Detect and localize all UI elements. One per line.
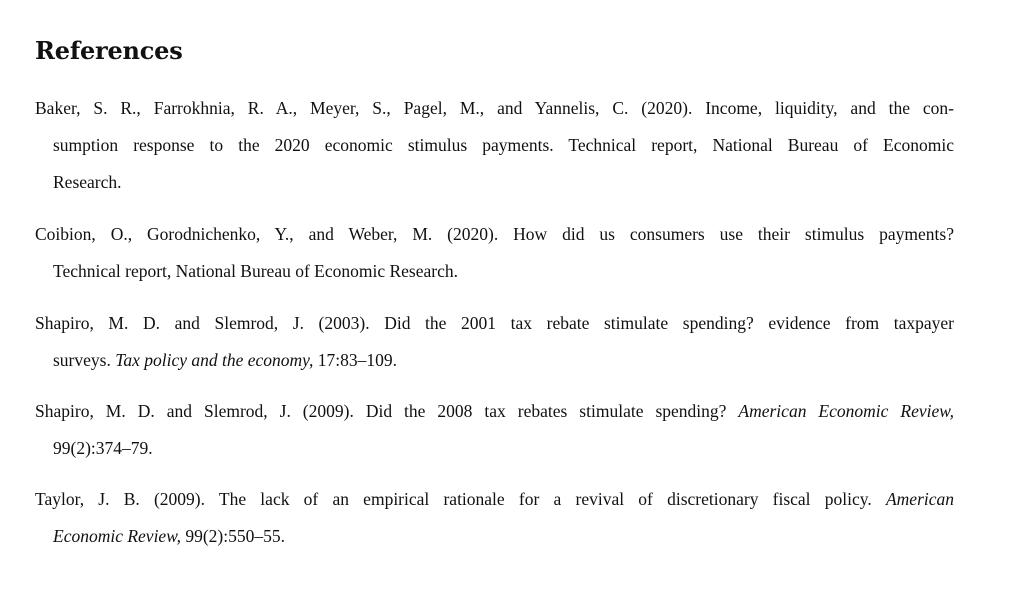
reference-line: Shapiro, M. D. and Slemrod, J. (2003). Did the 2001 tax rebate stimulate spending? evidence from taxpayer — [35, 313, 954, 333]
reference-line: Baker, S. R., Farrokhnia, R. A., Meyer, S., Pagel, M., and Yannelis, C. (2020). Income, liquidity, and the con- — [35, 98, 954, 118]
reference-line — [35, 348, 954, 385]
references-heading: References — [35, 36, 183, 65]
reference-entry-taylor-2009 — [35, 487, 954, 561]
reference-line: sumption response to the 2020 economic stimulus payments. Technical report, National Bureau of Economic — [53, 135, 954, 155]
reference-text: 99(2):550–55. — [185, 526, 285, 546]
reference-line: Coibion, O., Gorodnichenko, Y., and Weber, M. (2020). How did us consumers use their stimulus payments? — [35, 224, 954, 244]
reference-text: 17:83–109. — [317, 350, 397, 370]
reference-line — [35, 399, 954, 436]
reference-text: surveys. — [53, 350, 111, 370]
reference-text: Taylor, J. B. (2009). The lack of an empirical rationale for a revival of discretionary fiscal policy. — [35, 489, 872, 509]
reference-line: Technical report, National Bureau of Economic Research. — [53, 261, 458, 281]
journal-title: Economic Review, — [53, 526, 181, 546]
journal-title: American Economic Review, — [738, 401, 954, 421]
reference-line — [35, 487, 954, 524]
reference-entry-baker-2020 — [35, 96, 954, 207]
reference-line — [35, 524, 954, 561]
journal-title: Tax policy and the economy, — [115, 350, 314, 370]
reference-entry-shapiro-2009 — [35, 399, 954, 473]
reference-entry-coibion-2020 — [35, 222, 954, 296]
journal-title: American — [885, 489, 955, 509]
reference-line: 99(2):374–79. — [53, 438, 153, 458]
reference-line: Research. — [53, 172, 122, 192]
reference-text: Shapiro, M. D. and Slemrod, J. (2009). Did the 2008 tax rebates stimulate spending? — [35, 401, 727, 421]
reference-entry-shapiro-2003 — [35, 311, 954, 385]
